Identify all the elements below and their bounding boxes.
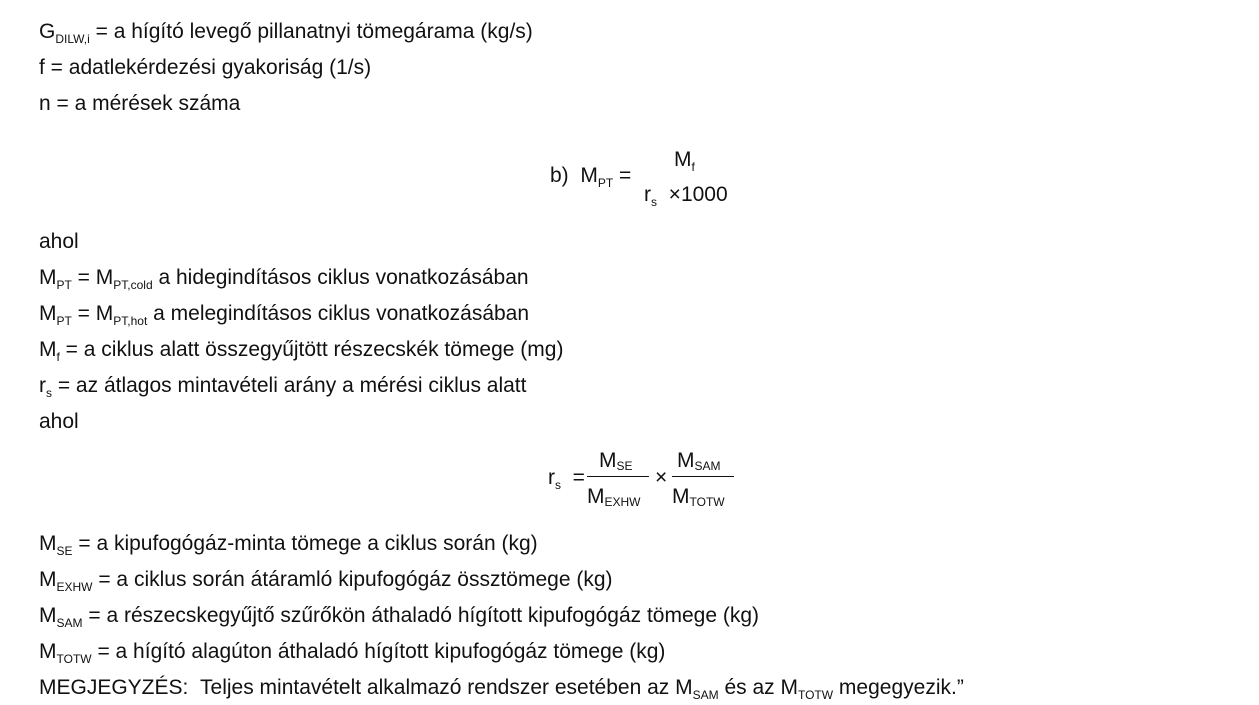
lhs-subscript: PT <box>597 176 614 190</box>
subscript: TOTW <box>797 688 834 702</box>
symbol: M <box>39 302 57 325</box>
lhs-symbol: r <box>548 466 555 489</box>
subscript: PT <box>56 278 72 292</box>
definition-text: a melegindításos ciklus vonatkozásában <box>147 302 530 325</box>
definition-text: = a részecskegyűjtő szűrőkön áthaladó hígított kipufogógáz tömege (kg) <box>82 604 759 627</box>
subscript: f <box>56 350 60 364</box>
symbol: f <box>39 56 45 79</box>
definition-mpt-cold <box>39 265 529 293</box>
definition-text: = a ciklus során átáramló kipufogógáz össztömege (kg) <box>92 568 613 591</box>
subscript: SE <box>616 459 633 473</box>
subscript: TOTW <box>56 652 92 666</box>
numerator-symbol: M <box>674 148 692 171</box>
fraction2-bar <box>672 476 734 477</box>
equals-sign: = <box>619 164 632 187</box>
definition-mtotw <box>39 639 665 667</box>
times-sign: × <box>655 466 668 489</box>
definition-f <box>39 55 371 81</box>
formula-b-lhs <box>550 163 631 191</box>
formula-b-numerator <box>674 147 695 175</box>
definition-rs <box>39 373 526 401</box>
subscript: EXHW <box>56 580 93 594</box>
subscript: PT,cold <box>113 278 153 292</box>
note-text: Teljes mintavételt alkalmazó rendszer esetében az M <box>200 676 693 699</box>
ahol-2: ahol <box>39 410 79 433</box>
definition-text: = a hígító alagúton áthaladó hígított kipufogógáz tömege (kg) <box>91 640 666 663</box>
subscript: s <box>46 386 52 400</box>
note-text: megegyezik.” <box>833 676 964 699</box>
symbol: r <box>39 374 46 397</box>
definition-mpt-hot <box>39 301 529 329</box>
symbol: M <box>39 640 57 663</box>
subscript: SAM <box>692 688 719 702</box>
definition-text: = M <box>71 266 114 289</box>
denominator-symbol: r <box>644 183 651 206</box>
symbol: G <box>39 20 56 43</box>
symbol: M <box>39 604 57 627</box>
subscript: TOTW <box>689 495 725 509</box>
subscript: EXHW <box>604 495 641 509</box>
subscript: SAM <box>56 616 83 630</box>
definition-text: = a ciklus alatt összegyűjtött részecskék tömege (mg) <box>59 338 564 361</box>
lhs-symbol: M <box>580 164 598 187</box>
note <box>39 675 964 703</box>
definition-text: = a hígító levegő pillanatnyi tömegárama (kg/s) <box>89 20 533 43</box>
fraction1-bar <box>587 476 649 477</box>
definition-text: a hidegindításos ciklus vonatkozásában <box>152 266 529 289</box>
note-label: MEGJEGYZÉS: <box>39 676 189 699</box>
denominator-subscript: s <box>651 195 657 209</box>
symbol: n <box>39 92 51 115</box>
fraction2-numerator <box>677 448 721 476</box>
ahol-1: ahol <box>39 230 79 253</box>
subscript: SAM <box>694 459 721 473</box>
definition-gdilw <box>39 19 533 47</box>
denominator-constant: 1000 <box>680 183 728 206</box>
formula-b-denominator <box>644 182 728 210</box>
definition-text: = a kipufogógáz-minta tömege a ciklus során (kg) <box>72 532 538 555</box>
symbol: M <box>39 568 57 591</box>
definition-text: = adatlekérdezési gyakoriság (1/s) <box>44 56 372 79</box>
fraction1-denominator <box>587 484 641 512</box>
symbol: M <box>39 532 57 555</box>
formula-label: b) <box>550 164 569 187</box>
subscript: SE <box>56 544 73 558</box>
fraction1-numerator <box>599 448 633 476</box>
definition-mf <box>39 337 563 365</box>
symbol: M <box>587 485 605 508</box>
definition-mexhw <box>39 567 613 595</box>
subscript: DILW,i <box>55 32 90 46</box>
symbol: M <box>39 266 57 289</box>
subscript: PT <box>56 314 72 328</box>
numerator-subscript: f <box>691 160 695 174</box>
definition-mse <box>39 531 538 559</box>
lhs-subscript: s <box>555 478 561 492</box>
definition-text: = az átlagos mintavételi arány a mérési ciklus alatt <box>52 374 527 397</box>
times-sign: × <box>668 183 681 206</box>
formula-rs-lhs <box>548 465 585 493</box>
fraction2-denominator <box>672 484 725 512</box>
note-text: és az M <box>718 676 798 699</box>
definition-text: = a mérések száma <box>50 92 241 115</box>
symbol: M <box>39 338 57 361</box>
subscript: PT,hot <box>113 314 148 328</box>
symbol: M <box>677 449 695 472</box>
definition-text: = M <box>71 302 114 325</box>
symbol: M <box>672 485 690 508</box>
definition-msam <box>39 603 759 631</box>
equals-sign: = <box>572 466 585 489</box>
symbol: M <box>599 449 617 472</box>
definition-n <box>39 91 240 117</box>
